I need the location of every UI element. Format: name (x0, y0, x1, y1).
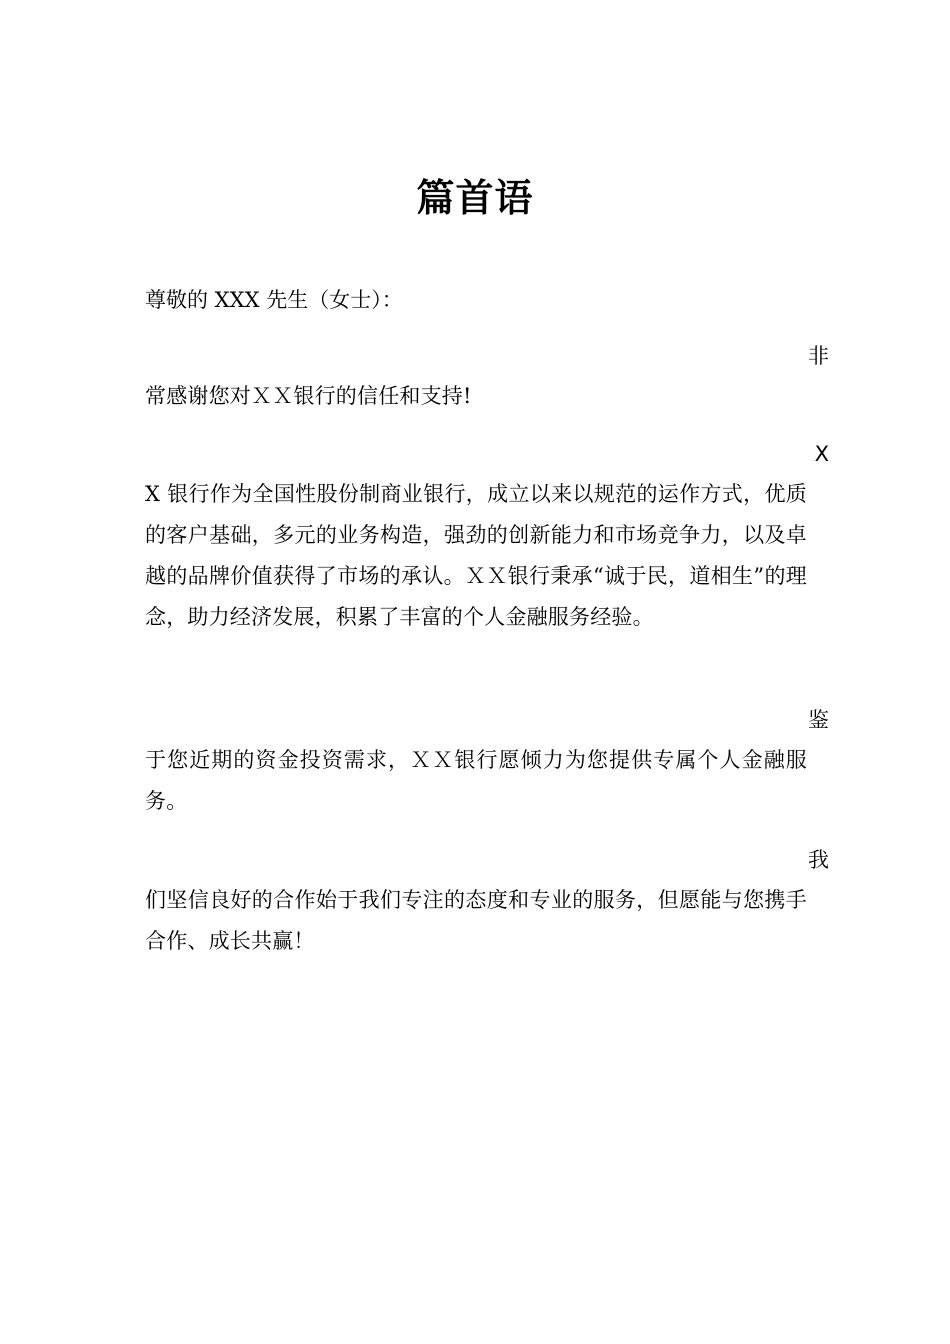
paragraph-lead-char: 鉴 (808, 708, 829, 732)
paragraph-bank-intro (145, 434, 835, 638)
paragraph-thanks (145, 336, 835, 417)
paragraph-text: 们坚信良好的合作始于我们专注的态度和专业的服务，但愿能与您携手合作、成长共赢！ (145, 888, 807, 953)
greeting-line: 尊敬的 XXX 先生（女士）： (145, 288, 403, 312)
page-title: 篇首语 (416, 176, 534, 220)
paragraph-text: 常感谢您对ＸＸ银行的信任和支持! (145, 384, 472, 408)
paragraph-lead-char: 非 (808, 344, 829, 368)
paragraph-lead-char: 我 (808, 848, 829, 872)
paragraph-text: X 银行作为全国性股份制商业银行，成立以来以规范的运作方式，优质的客户基础，多元的业务构造，强劲的创新能力和市场竞争力，以及卓越的品牌价值获得了市场的承认。ＸＸ银行秉承“诚于民，道相生”的理念，助力经济发展，积累了丰富的个人金融服务经验。 (145, 482, 807, 629)
paragraph-service-offer (145, 700, 835, 822)
paragraph-closing (145, 840, 835, 962)
paragraph-lead-char: X (814, 442, 829, 466)
paragraph-text: 于您近期的资金投资需求，ＸＸ银行愿倾力为您提供专属个人金融服务。 (145, 748, 807, 813)
